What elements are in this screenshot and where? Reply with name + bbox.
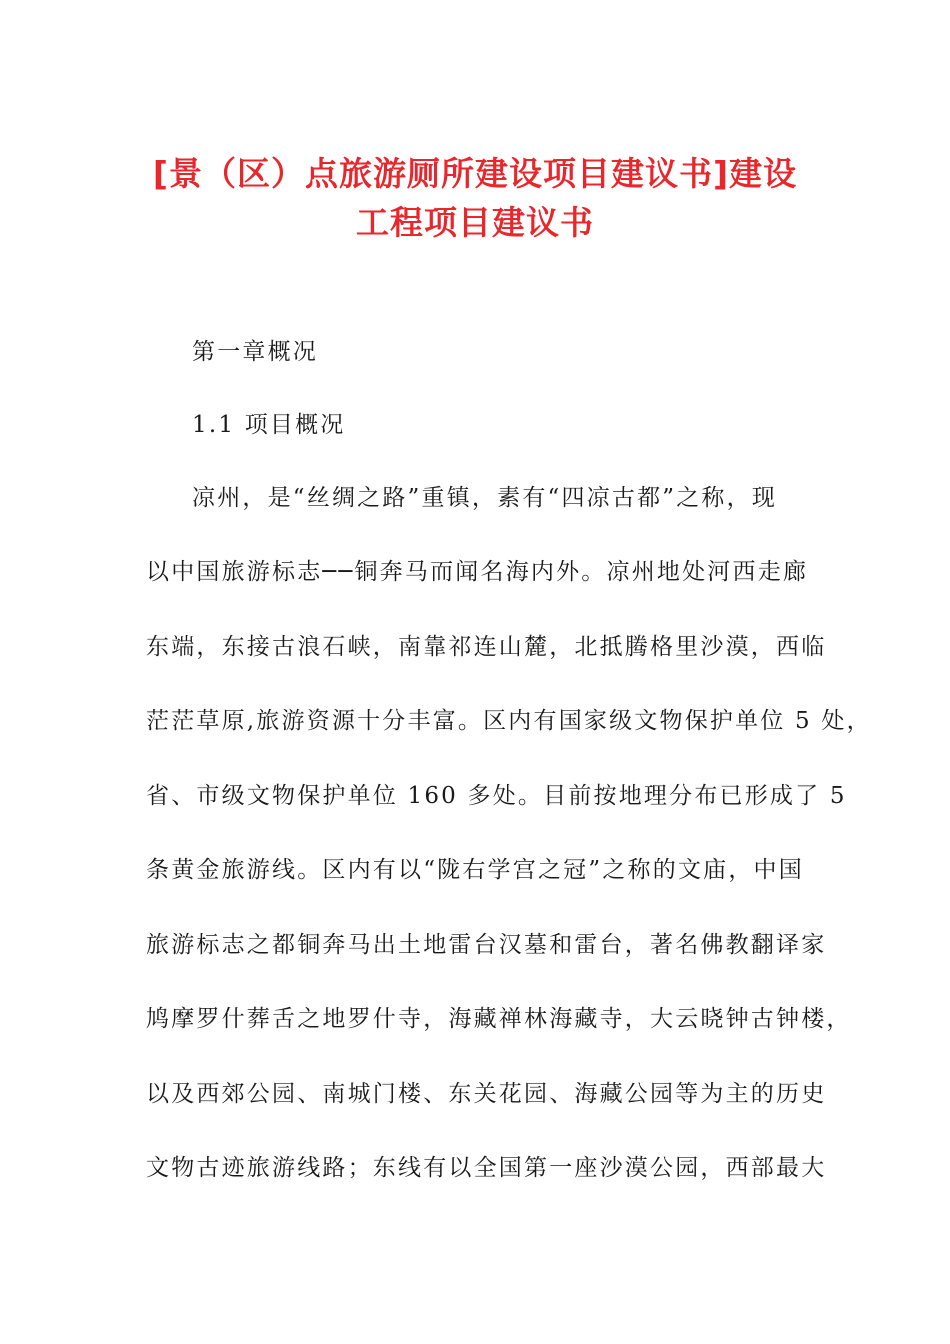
body-line: 茫茫草原,旅游资源十分丰富。区内有国家级文物保护单位 5 处， xyxy=(146,708,872,734)
document-title-line-1: [景（区）点旅游厕所建设项目建议书]建设 xyxy=(152,154,798,193)
body-line: 鸠摩罗什葬舌之地罗什寺，海藏禅林海藏寺，大云晓钟古钟楼， xyxy=(146,1006,852,1032)
body-line: 东端，东接古浪石峡，南靠祁连山麓，北抵腾格里沙漠，西临 xyxy=(146,634,827,660)
document-title-line-2: 工程项目建议书 xyxy=(356,203,594,242)
body-line: 条黄金旅游线。区内有以“陇右学宫之冠”之称的文庙，中国 xyxy=(146,857,804,883)
body-line: 省、市级文物保护单位 160 多处。目前按地理分布已形成了 5 xyxy=(146,783,847,809)
body-line: 旅游标志之都铜奔马出土地雷台汉墓和雷台，著名佛教翻译家 xyxy=(146,932,827,958)
body-line: 文物古迹旅游线路；东线有以全国第一座沙漠公园，西部最大 xyxy=(146,1155,827,1181)
body-line: 凉州，是“丝绸之路”重镇，素有“四凉古都”之称，现 xyxy=(192,485,778,511)
body-line: 以及西郊公园、南城门楼、东关花园、海藏公园等为主的历史 xyxy=(146,1081,827,1107)
section-heading: 1.1 项目概况 xyxy=(192,412,346,438)
body-line: 以中国旅游标志──铜奔马而闻名海内外。凉州地处河西走廊 xyxy=(146,559,809,585)
chapter-heading: 第一章概况 xyxy=(192,339,318,365)
